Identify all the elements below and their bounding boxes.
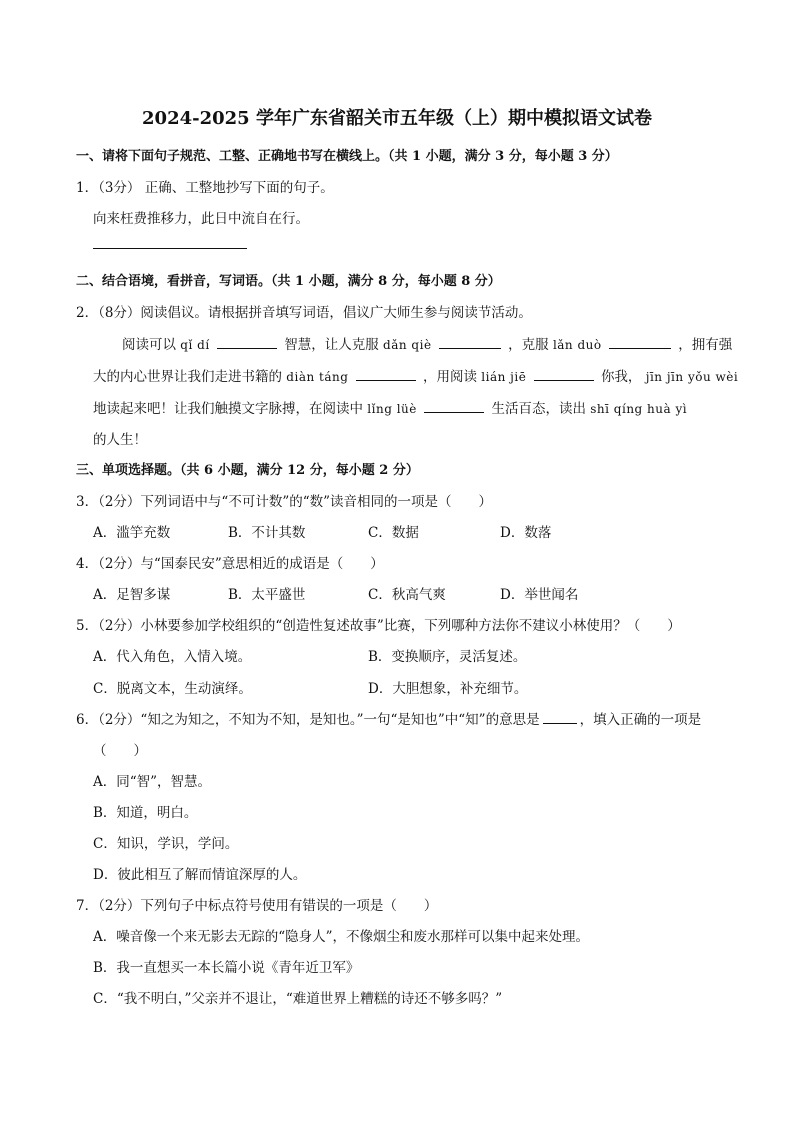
q1-sentence: 向来枉费推移力，此日中流自在行。 [93,211,309,227]
q3-stem: 3．（2分）下列词语中与“不可计数”的“数”读音相同的一项是（ ） [76,494,493,510]
pinyin-diantang: diàn táng [286,370,349,384]
q6-stem-text-a: 6．（2分）“知之为知之，不知为不知，是知也。”一句“是知也”中“知”的意思是 [76,712,540,728]
pinyin-lianjie: lián jiē [481,370,527,384]
q7-option-b[interactable]: B．我一直想买一本长篇小说《青年近卫军》 [93,960,360,976]
section-2-heading: 二、结合语境，看拼音，写词语。（共 1 小题，满分 8 分，每小题 8 分） [76,274,501,289]
pinyin-danqie: dǎn qiè [383,338,432,352]
q6-option-b[interactable]: B．知道，明白。 [93,805,198,821]
q7-option-a[interactable]: A．噪音像一个来无影去无踪的“隐身人”，不像烟尘和废水那样可以集中起来处理。 [93,929,590,945]
q5-stem: 5．（2分）小林要参加学校组织的“创造性复述故事”比赛，下列哪种方法你不建议小林使用？（ ） [76,618,681,634]
q2-l2-text-b: ，用阅读 [423,369,477,385]
section-3-heading: 三、单项选择题。（共 6 小题，满分 12 分，每小题 2 分） [76,463,419,478]
q2-line-1 [122,333,732,353]
q3-option-c[interactable]: C．数据 [368,525,419,541]
pinyin-jinjinyouwei: jīn jīn yǒu wèi [645,370,739,384]
q7-option-c[interactable]: C．“我不明白，”父亲并不退让，“难道世界上糟糕的诗还不够多吗？” [93,991,503,1007]
q2-blank-1[interactable] [217,334,277,349]
section-1-heading: 一、请将下面句子规范、工整、正确地书写在横线上。（共 1 小题，满分 3 分，每小题 3 分） [76,149,618,164]
q6-blank[interactable] [543,709,577,724]
q5-option-c[interactable]: C．脱离文本，生动演绎。 [93,681,252,697]
q6-stem-text-b: ，填入正确的一项是 [579,712,702,728]
q4-stem: 4．（2分）与“国泰民安”意思相近的成语是（ ） [76,556,384,572]
q2-blank-2[interactable] [439,334,501,349]
q2-line-2 [93,365,738,385]
q4-option-d[interactable]: D．举世闻名 [500,587,579,603]
q5-option-b[interactable]: B．变换顺序，灵活复述。 [368,649,527,665]
q7-stem: 7．（2分）下列句子中标点符号使用有错误的一项是（ ） [76,898,438,914]
q2-l3-text-b: 生活百态，读出 [491,401,586,417]
pinyin-landuo: lǎn duò [552,338,602,352]
pinyin-qidi: qǐ dí [180,338,210,352]
pinyin-linglue: lǐng lüè [367,402,417,416]
pinyin-shiqinghuayi: shī qíng huà yì [590,402,688,416]
q1-answer-line[interactable] [93,247,247,249]
q3-option-b[interactable]: B．不计其数 [228,525,306,541]
q2-l2-text-a: 大的内心世界让我们走进书籍的 [93,369,282,385]
q6-answer-parens: （ ） [93,743,147,759]
q2-blank-5[interactable] [534,366,594,381]
q2-l1-text-a: 阅读可以 [122,337,176,353]
q2-blank-6[interactable] [424,398,484,413]
q6-option-c[interactable]: C．知识，学识，学问。 [93,836,239,852]
q5-option-d[interactable]: D．大胆想象，补充细节。 [368,681,528,697]
q2-stem: 2．（8分）阅读倡议。请根据拼音填写词语，倡议广大师生参与阅读节活动。 [76,305,532,321]
q2-l3-text-a: 地读起来吧！让我们触摸文字脉搏，在阅读中 [93,401,363,417]
q6-option-d[interactable]: D．彼此相互了解而情谊深厚的人。 [93,867,307,883]
q6-option-a[interactable]: A．同“智”，智慧。 [93,774,212,790]
q1-stem: 1．（3分） 正确、工整地抄写下面的句子。 [76,180,334,196]
q4-option-b[interactable]: B．太平盛世 [228,587,306,603]
q3-option-a[interactable]: A．滥竽充数 [93,525,171,541]
q3-option-d[interactable]: D．数落 [500,525,552,541]
q2-line-4: 的人生！ [93,432,147,448]
q4-option-a[interactable]: A．足智多谋 [93,587,171,603]
q6-stem [76,708,701,728]
q2-line-3 [93,397,687,417]
page-title: 2024-2025 学年广东省韶关市五年级（上）期中模拟语文试卷 [142,108,652,129]
q4-option-c[interactable]: C．秋高气爽 [368,587,446,603]
q2-l1-text-c: ，克服 [508,337,549,353]
q2-blank-4[interactable] [356,366,416,381]
q5-option-a[interactable]: A．代入角色，入情入境。 [93,649,252,665]
q2-l1-text-d: ，拥有强 [678,337,733,353]
q2-blank-3[interactable] [609,334,671,349]
q2-l2-text-c: 你我， [600,369,642,385]
q2-l1-text-b: 智慧，让人克服 [284,337,379,353]
